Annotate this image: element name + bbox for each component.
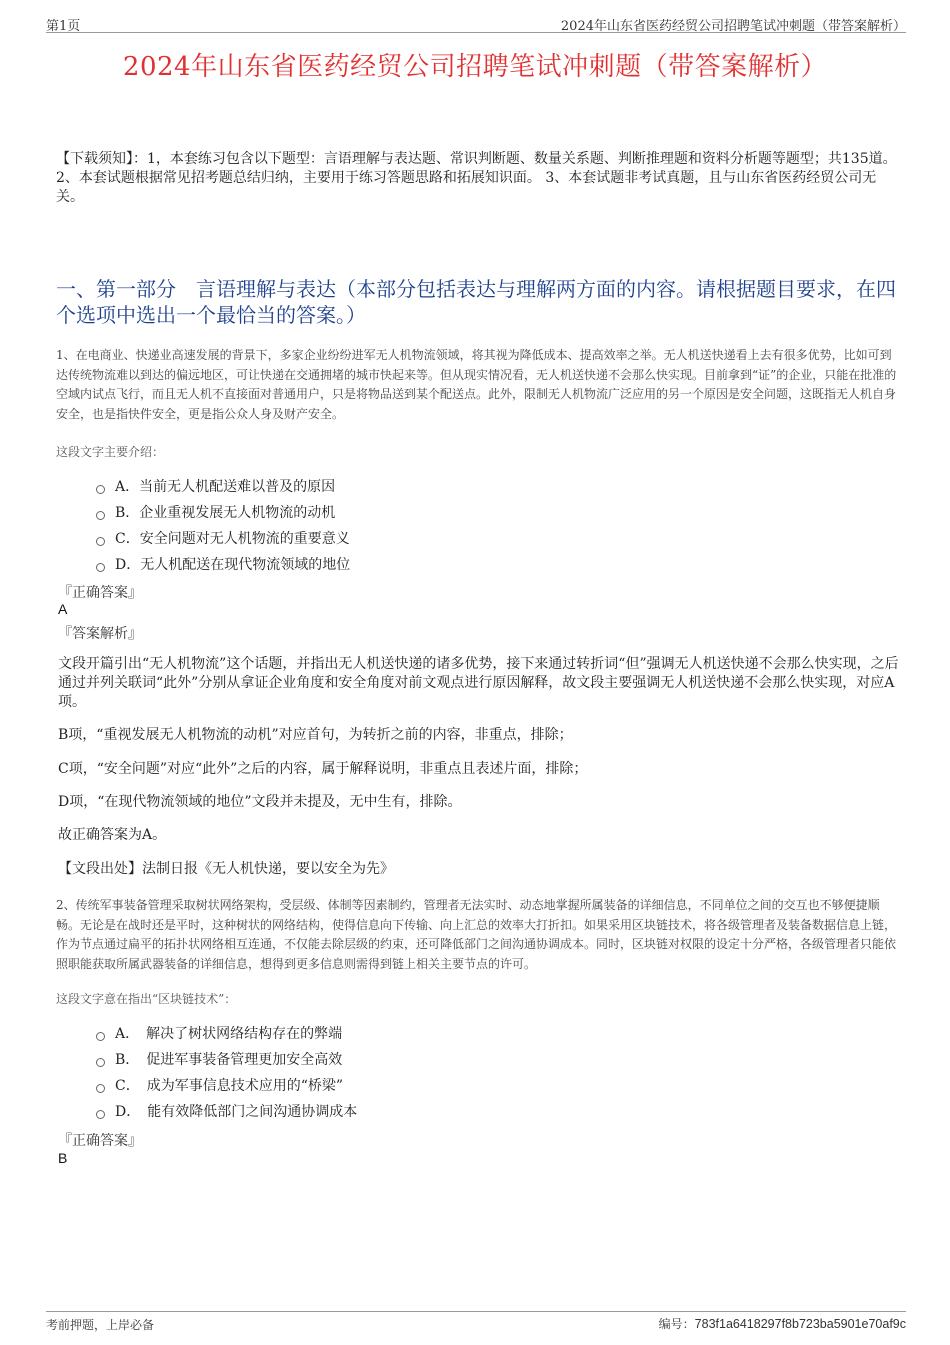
- radio-icon[interactable]: [96, 1110, 105, 1119]
- option-c[interactable]: [96, 1072, 357, 1098]
- code-label: 编号：: [658, 1317, 695, 1331]
- option-label: D． 能有效降低部门之间沟通协调成本: [115, 1104, 358, 1120]
- download-notice: 【下载须知】：1，本套练习包含以下题型：言语理解与表达题、常识判断题、数量关系题、判断推理题和资料分析题等题型；共135道。 2、本套试题根据常见招考题总结归纳，主要用于练习答题思路和拓展知识面。 3、本套试题非考试真题，且与山东省医药经贸公司无关。: [56, 151, 897, 205]
- question-1-prompt: 这段文字主要介绍：: [56, 445, 165, 459]
- page-header: [46, 14, 906, 33]
- radio-icon[interactable]: [96, 1058, 105, 1067]
- analysis-paragraph: D项，“在现代物流领域的地位”文段并未提及，无中生有，排除。: [58, 794, 462, 810]
- option-label: C． 成为军事信息技术应用的“桥梁”: [115, 1078, 344, 1094]
- option-a[interactable]: [96, 1020, 357, 1046]
- correct-answer-label: 『正确答案』: [58, 1133, 142, 1149]
- question-1-options: [96, 473, 350, 577]
- radio-icon[interactable]: [96, 1032, 105, 1041]
- option-d[interactable]: [96, 551, 350, 577]
- question-2-text: 2、传统军事装备管理采取树状网络架构，受层级、体制等因素制约，管理者无法实时、动态地掌握所属装备的详细信息，不同单位之间的交互也不够便捷顺畅。无论是在战时还是平时，这种树状的网络结构，使得信息向下传输、向上汇总的效率大打折扣。如果采用区块链技术，将各级管理者及装备数据信息上链，作为节点通过扁平的拓扑状网络相互连通，不仅能去除层级的约束，还可降低部门之间沟通协调成本。同时，区块链对权限的设定十分严格，各级管理者只能依照职能获取所属武器装备的详细信息，想得到更多信息则需得到链上相关主要节点的许可。: [56, 898, 897, 971]
- option-b[interactable]: [96, 499, 350, 525]
- question-1-text: 1、在电商业、快递业高速发展的背景下，多家企业纷纷进军无人机物流领域，将其视为降低成本、提高效率之举。无人机送快递看上去有很多优势，比如可到达传统物流难以到达的偏远地区，可让快递在交通拥堵的城市快起来等。但从现实情况看，无人机送快递不会那么快实现。目前拿到“证”的企业，只能在批准的空域内试点飞行，而且无人机不直接面对普通用户，只是将物品送到某个配送点。此外，限制无人机物流广泛应用的另一个原因是安全问题，这既指无人机自身安全，也是指快件安全，更是指公众人身及财产安全。: [56, 348, 897, 421]
- correct-answer-label: 『正确答案』: [58, 585, 142, 601]
- radio-icon[interactable]: [96, 563, 105, 572]
- correct-answer: A: [58, 601, 68, 617]
- radio-icon[interactable]: [96, 537, 105, 546]
- question-2-options: [96, 1020, 357, 1124]
- option-label: C．安全问题对无人机物流的重要意义: [115, 531, 350, 547]
- radio-icon[interactable]: [96, 1084, 105, 1093]
- option-label: B．企业重视发展无人机物流的动机: [115, 505, 336, 521]
- option-label: A． 解决了树状网络结构存在的弊端: [115, 1026, 343, 1042]
- code-value: 783f1a6418297f8b723ba5901e70af9c: [694, 1317, 906, 1331]
- analysis-label: 『答案解析』: [58, 626, 142, 642]
- analysis-paragraph: 文段开篇引出“无人机物流”这个话题，并指出无人机送快递的诸多优势，接下来通过转折词“但”强调无人机送快递不会那么快实现，之后通过并列关联词“此外”分别从拿证企业角度和安全角度对前文观点进行原因解释，故文段主要强调无人机送快递不会那么快实现，对应A项。: [58, 656, 899, 710]
- footer-code: [659, 1315, 906, 1332]
- document-title: 2024年山东省医药经贸公司招聘笔试冲刺题（带答案解析）: [122, 52, 828, 82]
- page-number: 第1页: [46, 19, 81, 34]
- analysis-paragraph: B项，“重视发展无人机物流的动机”对应首句，为转折之前的内容，非重点，排除；: [58, 727, 573, 743]
- question-2-prompt: 这段文字意在指出“区块链技术”：: [56, 992, 237, 1006]
- correct-answer: B: [58, 1150, 68, 1166]
- radio-icon[interactable]: [96, 485, 105, 494]
- footer-slogan: 考前押题，上岸必备: [46, 1318, 155, 1332]
- option-label: B． 促进军事装备管理更加安全高效: [115, 1052, 343, 1068]
- option-a[interactable]: [96, 473, 350, 499]
- option-d[interactable]: [96, 1098, 357, 1124]
- analysis-paragraph: 故正确答案为A。: [58, 827, 167, 843]
- option-label: D．无人机配送在现代物流领域的地位: [115, 557, 351, 573]
- option-label: A．当前无人机配送难以普及的原因: [115, 479, 336, 495]
- header-doc-title: 2024年山东省医药经贸公司招聘笔试冲刺题（带答案解析）: [560, 19, 906, 34]
- option-c[interactable]: [96, 525, 350, 551]
- page-footer: [46, 1311, 906, 1332]
- radio-icon[interactable]: [96, 511, 105, 520]
- section-heading: 一、第一部分 言语理解与表达（本部分包括表达与理解两方面的内容。请根据题目要求，在四个选项中选出一个最恰当的答案。）: [56, 277, 896, 327]
- option-b[interactable]: [96, 1046, 357, 1072]
- analysis-paragraph: C项，“安全问题”对应“此外”之后的内容，属于解释说明，非重点且表述片面，排除；: [58, 761, 588, 777]
- source-citation: 【文段出处】法制日报《无人机快递，要以安全为先》: [58, 861, 394, 877]
